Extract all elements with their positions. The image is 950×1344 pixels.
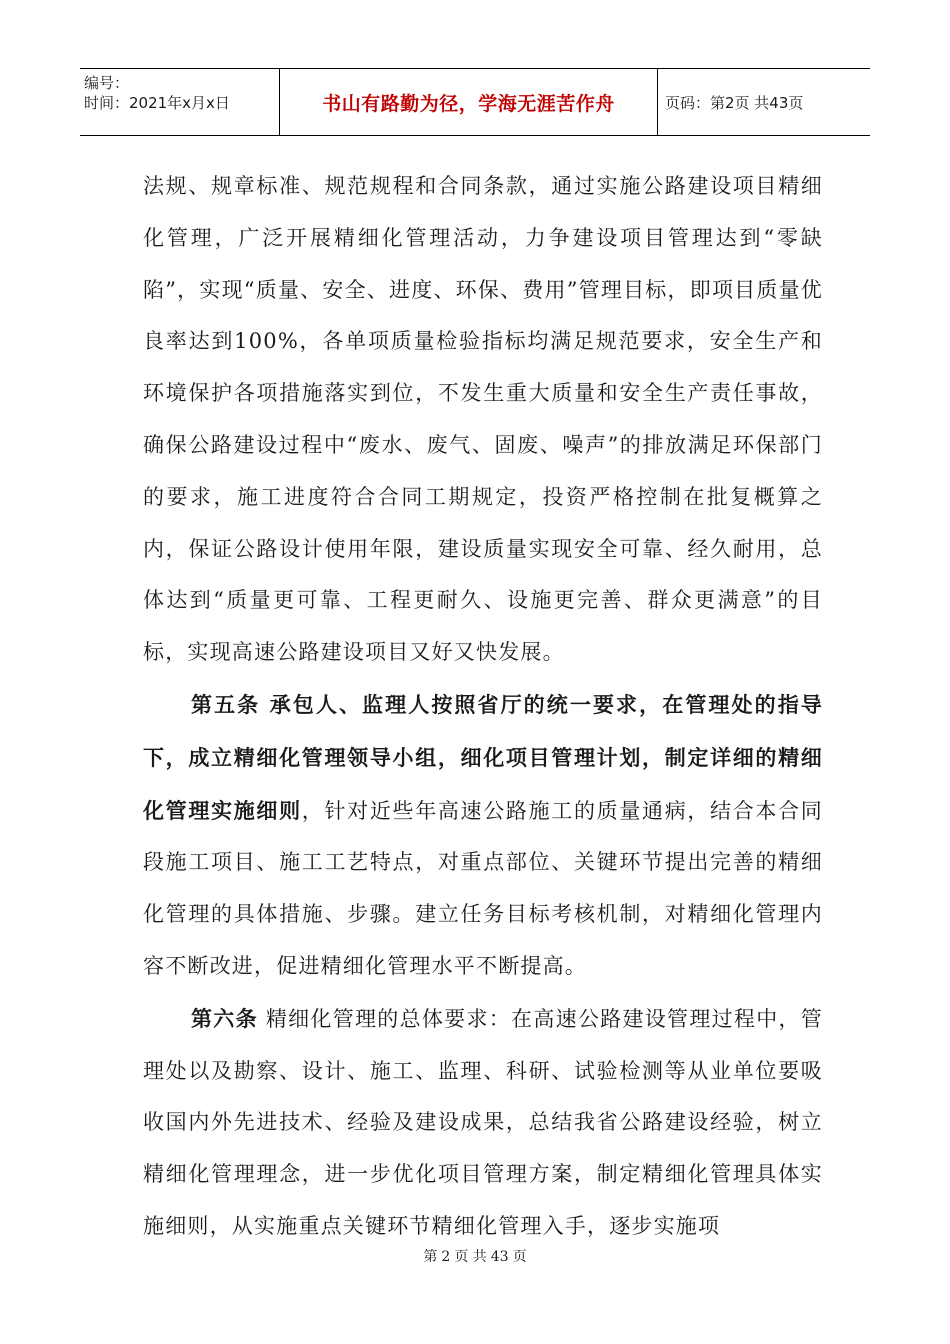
header-page-label: 页码：第2页 共43页 bbox=[665, 93, 804, 112]
document-time-label: 时间：2021年x月x日 bbox=[84, 94, 230, 112]
paragraph-article-5 bbox=[143, 679, 823, 993]
article-5-text: ，针对近些年高速公路施工的质量通病，结合本合同段施工项目、施工工艺特点，对重点部位、关键环节提出完善的精细化管理的具体措施、步骤。建立任务目标考核机制，对精细化管理内容不断改进，促进精细化管理水平不断提高。 bbox=[143, 798, 823, 978]
paragraph-1-text: 法规、规章标准、规范规程和合同条款，通过实施公路建设项目精细化管理，广泛开展精细化管理活动，力争建设项目管理达到“零缺陷”，实现“质量、安全、进度、环保、费用”管理目标，即项目质量优良率达到100%，各单项质量检验指标均满足规范要求，安全生产和环境保护各项措施落实到位，不发生重大质量和安全生产责任事故，确保公路建设过程中“废水、废气、固废、噪声”的排放满足环保部门的要求，施工进度符合合同工期规定，投资严格控制在批复概算之内，保证公路设计使用年限，建设质量实现安全可靠、经久耐用，总体达到“质量更可靠、工程更耐久、设施更完善、群众更满意”的目标，实现高速公路建设项目又好又快发展。 bbox=[143, 174, 823, 665]
footer-total-pages: 43 bbox=[490, 1249, 509, 1265]
footer-prefix: 第 bbox=[423, 1249, 438, 1265]
header-page-cell bbox=[657, 69, 870, 135]
article-5-heading: 第五条 承包人、监理人按照省厅的统一要求，在管理处的指导下，成立精细化管理领导小组，细化项目管理计划，制定详细的精细化管理实施细则 bbox=[143, 691, 823, 823]
page-header bbox=[80, 68, 870, 136]
article-6-heading: 第六条 bbox=[191, 1005, 258, 1031]
header-motto: 书山有路勤为径，学海无涯苦作舟 bbox=[322, 92, 615, 115]
header-meta bbox=[80, 69, 280, 135]
header-motto-cell bbox=[280, 69, 658, 135]
footer-current-page: 2 bbox=[441, 1249, 451, 1265]
document-number-label: 编号： bbox=[84, 74, 130, 92]
footer-suffix: 页 bbox=[512, 1249, 527, 1265]
article-6-text: 精细化管理的总体要求：在高速公路建设管理过程中，管理处以及勘察、设计、施工、监理、科研、试验检测等从业单位要吸收国内外先进技术、经验及建设成果，总结我省公路建设经验，树立精细化管理理念，进一步优化项目管理方案，制定精细化管理具体实施细则，从实施重点关键环节精细化管理入手，逐步实施项 bbox=[143, 1006, 823, 1238]
document-body bbox=[143, 160, 823, 1253]
paragraph-1 bbox=[143, 160, 823, 679]
footer-middle: 页 共 bbox=[454, 1249, 487, 1265]
page-footer bbox=[0, 1246, 950, 1266]
paragraph-article-6 bbox=[143, 993, 823, 1253]
